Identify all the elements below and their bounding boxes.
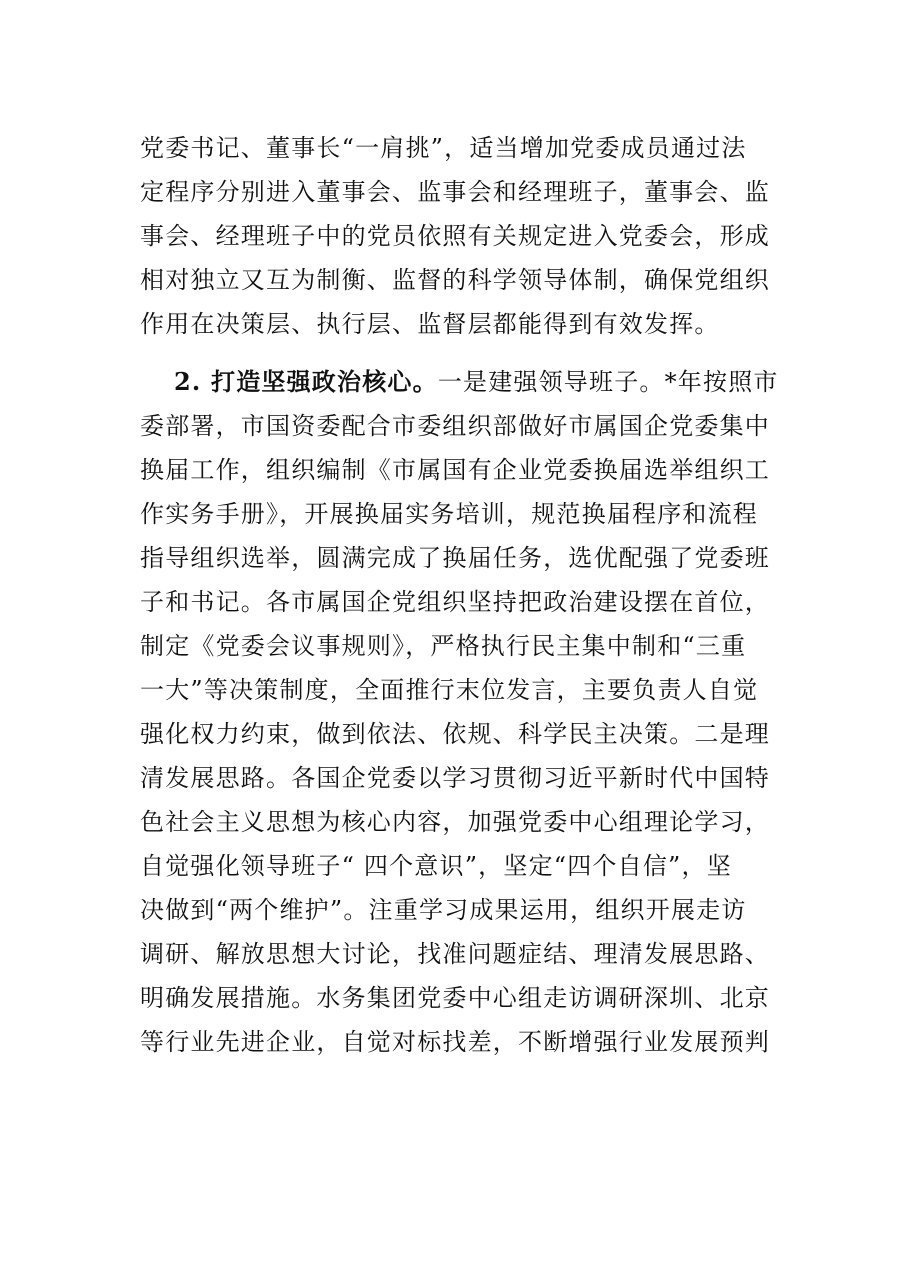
paragraph-2-line-12: 自觉强化领导班子“ 四个意识”，坚定“四个自信”，坚 xyxy=(140,852,732,880)
paragraph-2-line-8: 一大”等决策制度，全面推行末位发言，主要负责人自觉 xyxy=(140,676,759,704)
paragraph-1-line-2: 定程序分别进入董事会、监事会和经理班子，董事会、监 xyxy=(140,178,770,206)
paragraph-2-line-6: 子和书记。各市属国企党组织坚持把政治建设摆在首位， xyxy=(140,588,770,616)
paragraph-2-line-14: 调研、解放思想大讨论，找准问题症结、理清发展思路、 xyxy=(140,940,770,968)
paragraph-2-line-1-text: 一是建强领导班子。*年按照市 xyxy=(437,368,779,396)
paragraph-2-line-7: 制定《党委会议事规则》，严格执行民主集中制和“三重 xyxy=(140,632,747,660)
paragraph-1-line-1: 党委书记、董事长“一肩挑”，适当增加党委成员通过法 xyxy=(140,134,747,162)
section-heading: 2. 打造坚强政治核心。 xyxy=(174,367,438,396)
paragraph-2-line-10: 清发展思路。各国企党委以学习贯彻习近平新时代中国特 xyxy=(140,764,770,792)
paragraph-2-line-2: 委部署，市国资委配合市委组织部做好市属国企党委集中 xyxy=(140,412,770,440)
paragraph-2-line-16: 等行业先进企业，自觉对标找差，不断增强行业发展预判 xyxy=(140,1028,770,1056)
paragraph-2-line-4: 作实务手册》，开展换届实务培训，规范换届程序和流程 xyxy=(140,500,758,528)
paragraph-2-line-3: 换届工作，组织编制《市属国有企业党委换届选举组织工 xyxy=(140,456,770,484)
paragraph-2-line-13: 决做到“两个维护”。注重学习成果运用，组织开展走访 xyxy=(140,896,747,924)
paragraph-2-line-9: 强化权力约束，做到依法、依规、科学民主决策。二是理 xyxy=(140,720,770,748)
paragraph-2-line-11: 色社会主义思想为核心内容，加强党委中心组理论学习， xyxy=(140,808,770,836)
paragraph-2-line-5: 指导组织选举，圆满完成了换届任务，选优配强了党委班 xyxy=(140,544,770,572)
paragraph-2-line-1 xyxy=(174,360,779,404)
paragraph-2-line-15: 明确发展措施。水务集团党委中心组走访调研深圳、北京 xyxy=(140,984,770,1012)
paragraph-1-line-5: 作用在决策层、执行层、监督层都能得到有效发挥。 xyxy=(140,310,720,338)
paragraph-1-line-3: 事会、经理班子中的党员依照有关规定进入党委会，形成 xyxy=(140,222,770,250)
paragraph-1-line-4: 相对独立又互为制衡、监督的科学领导体制，确保党组织 xyxy=(140,266,770,294)
